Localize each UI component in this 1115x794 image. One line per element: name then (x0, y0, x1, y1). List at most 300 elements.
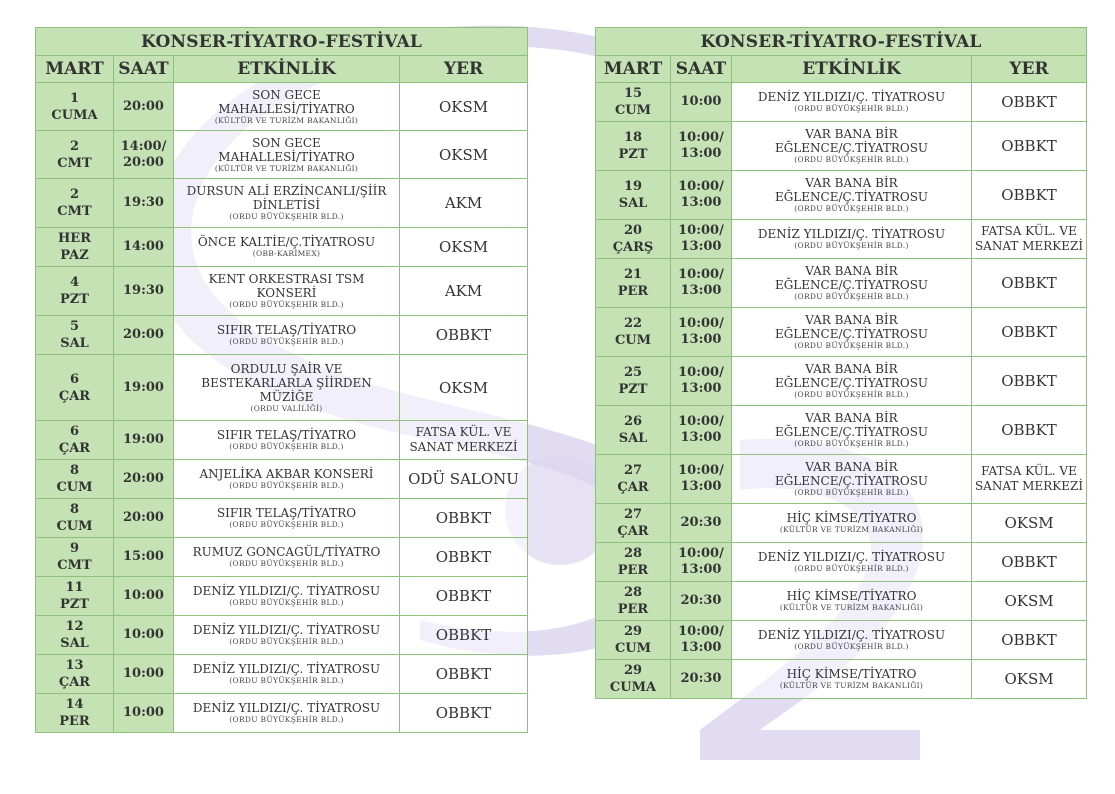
event-cell (732, 582, 972, 621)
date-cell (596, 259, 671, 308)
event-name: DENİZ YILDIZI/Ç. TİYATROSU (757, 227, 946, 241)
venue-cell: OBBKT (400, 538, 528, 577)
date-cell (36, 460, 114, 499)
event-organizer: (ORDU BÜYÜKŞEHİR BLD.) (794, 104, 909, 113)
event-organizer: (ORDU BÜYÜKŞEHİR BLD.) (794, 241, 909, 250)
day-name: SAL (618, 431, 648, 446)
date-cell (596, 308, 671, 357)
date-cell (596, 171, 671, 220)
time-cell (671, 660, 732, 699)
day-number: 20 (623, 223, 643, 238)
table-row (36, 421, 528, 460)
event-cell (174, 655, 400, 694)
table-row (596, 259, 1087, 308)
date-cell (596, 621, 671, 660)
left-schedule-table (35, 27, 528, 733)
time-cell (671, 220, 732, 259)
header-saat: SAAT (671, 56, 732, 83)
time-first: 20:30 (680, 671, 722, 686)
event-cell (174, 267, 400, 316)
day-name: SAL (60, 636, 89, 651)
date-cell (596, 220, 671, 259)
event-organizer: (OBB-KARİMEX) (252, 249, 321, 258)
date-cell (36, 694, 114, 733)
day-name: CMT (57, 155, 92, 171)
event-organizer: (ORDU BÜYÜKŞEHİR BLD.) (229, 442, 344, 451)
day-number: 26 (623, 414, 643, 429)
event-name: VAR BANA BİR EĞLENCE/Ç.TİYATROSU (774, 127, 929, 155)
day-number: 2 (69, 187, 80, 202)
event-name: ÖNCE KALTİE/Ç.TİYATROSU (197, 235, 376, 249)
event-organizer: (KÜLTÜR VE TURİZM BAKANLIĞI) (214, 115, 359, 125)
date-cell (36, 267, 114, 316)
venue-cell: OKSM (972, 582, 1087, 621)
event-organizer: (KÜLTÜR VE TURİZM BAKANLIĞI) (214, 163, 359, 173)
table-row (596, 171, 1087, 220)
table-title: KONSER-TİYATRO-FESTİVAL (36, 28, 528, 56)
event-name: KENT ORKESTRASI TSM KONSERİ (208, 272, 365, 300)
day-number: 12 (65, 619, 84, 634)
day-number: 15 (623, 86, 643, 101)
event-name: SIFIR TELAŞ/TİYATRO (216, 323, 357, 337)
time-first: 10:00 (123, 705, 164, 720)
day-number: 28 (623, 585, 643, 600)
event-cell (174, 616, 400, 655)
date-cell (596, 83, 671, 122)
venue-cell: OBBKT (972, 259, 1087, 308)
time-second: 13:00 (680, 381, 722, 396)
venue-cell: AKM (400, 179, 528, 228)
day-name: PER (617, 284, 649, 299)
venue-cell: OKSM (400, 83, 528, 131)
date-cell (596, 504, 671, 543)
table-row (36, 655, 528, 694)
day-name: CMT (57, 558, 92, 573)
event-name: VAR BANA BİR EĞLENCE/Ç.TİYATROSU (774, 176, 929, 204)
day-number: 5 (69, 319, 80, 334)
header-yer: YER (972, 56, 1087, 83)
event-name: VAR BANA BİR EĞLENCE/Ç.TİYATROSU (774, 264, 929, 292)
event-name: DENİZ YILDIZI/Ç. TİYATROSU (757, 628, 946, 642)
venue-cell: OKSM (972, 504, 1087, 543)
venue-cell: OBBKT (972, 171, 1087, 220)
table-row (596, 83, 1087, 122)
time-first: 10:00/ (678, 267, 724, 282)
day-number: 29 (623, 663, 643, 678)
time-first: 20:00 (123, 510, 164, 525)
event-organizer: (ORDU BÜYÜKŞEHİR BLD.) (794, 439, 909, 448)
event-name: DENİZ YILDIZI/Ç. TİYATROSU (192, 662, 381, 676)
event-name: DENİZ YILDIZI/Ç. TİYATROSU (757, 550, 946, 564)
time-first: 10:00/ (678, 463, 724, 478)
event-cell (174, 421, 400, 460)
header-saat: SAAT (114, 56, 174, 83)
venue-cell: OKSM (400, 355, 528, 421)
time-second: 13:00 (680, 640, 722, 655)
day-number: 27 (623, 507, 643, 522)
day-number: 11 (65, 580, 84, 595)
time-first: 10:00/ (678, 316, 724, 331)
event-organizer: (ORDU BÜYÜKŞEHİR BLD.) (229, 715, 344, 724)
date-cell (36, 228, 114, 267)
event-name: DENİZ YILDIZI/Ç. TİYATROSU (757, 90, 946, 104)
day-name: SAL (60, 336, 89, 351)
time-first: 10:00/ (678, 365, 724, 380)
date-cell (36, 538, 114, 577)
event-name: VAR BANA BİR EĞLENCE/Ç.TİYATROSU (774, 411, 929, 439)
time-cell (114, 316, 174, 355)
time-cell (671, 455, 732, 504)
date-cell (596, 122, 671, 171)
event-cell (732, 621, 972, 660)
time-second: 13:00 (680, 195, 722, 210)
time-second: 13:00 (680, 562, 722, 577)
event-name: SON GECE MAHALLESİ/TİYATRO (218, 135, 355, 164)
time-cell (114, 83, 174, 131)
event-cell (732, 406, 972, 455)
day-number: 8 (69, 502, 80, 517)
table-row (596, 406, 1087, 455)
time-first: 10:00 (680, 94, 722, 109)
date-cell (596, 406, 671, 455)
event-cell (174, 694, 400, 733)
venue-cell: OBBKT (972, 122, 1087, 171)
event-cell (732, 171, 972, 220)
day-name: ÇAR (58, 388, 91, 404)
time-cell (671, 259, 732, 308)
time-first: 14:00 (123, 239, 164, 254)
table-row (36, 577, 528, 616)
time-cell (114, 131, 174, 179)
event-cell (732, 122, 972, 171)
table-row (36, 499, 528, 538)
venue-cell: ODÜ SALONU (400, 460, 528, 499)
event-organizer: (ORDU BÜYÜKŞEHİR BLD.) (229, 212, 344, 221)
table-row (596, 543, 1087, 582)
day-number: 14 (65, 697, 84, 712)
event-organizer: (ORDU BÜYÜKŞEHİR BLD.) (794, 564, 909, 573)
event-cell (174, 83, 400, 131)
event-organizer: (ORDU BÜYÜKŞEHİR BLD.) (229, 300, 344, 309)
event-organizer: (ORDU BÜYÜKŞEHİR BLD.) (794, 204, 909, 213)
time-cell (114, 355, 174, 421)
event-cell (174, 131, 400, 179)
table-row (36, 355, 528, 421)
day-number: 1 (69, 90, 80, 106)
venue-cell: OBBKT (400, 616, 528, 655)
day-name: CUMA (51, 107, 98, 123)
time-cell (114, 577, 174, 616)
event-organizer: (ORDU BÜYÜKŞEHİR BLD.) (794, 292, 909, 301)
table-row (596, 220, 1087, 259)
venue-cell: AKM (400, 267, 528, 316)
date-cell (596, 660, 671, 699)
time-first: 14:00/ (120, 138, 167, 154)
event-cell (174, 499, 400, 538)
time-cell (114, 179, 174, 228)
day-name: PZT (60, 597, 89, 612)
day-name: CUM (56, 480, 93, 495)
event-cell (174, 460, 400, 499)
table-row (36, 267, 528, 316)
day-number: 6 (69, 371, 80, 387)
time-second: 13:00 (680, 430, 722, 445)
time-cell (114, 267, 174, 316)
time-first: 10:00/ (678, 414, 724, 429)
time-cell (671, 357, 732, 406)
time-first: 10:00/ (678, 130, 724, 145)
time-cell (114, 421, 174, 460)
time-cell (114, 499, 174, 538)
event-name: SIFIR TELAŞ/TİYATRO (216, 428, 357, 442)
event-organizer: (ORDU BÜYÜKŞEHİR BLD.) (794, 642, 909, 651)
day-name: CUM (56, 519, 93, 534)
event-cell (174, 228, 400, 267)
event-name: DENİZ YILDIZI/Ç. TİYATROSU (192, 623, 381, 637)
day-name: PAZ (60, 248, 89, 263)
venue-cell: OBBKT (400, 655, 528, 694)
event-organizer: (KÜLTÜR VE TURİZM BAKANLIĞI) (779, 681, 924, 690)
event-organizer: (ORDU BÜYÜKŞEHİR BLD.) (794, 390, 909, 399)
event-organizer: (ORDU BÜYÜKŞEHİR BLD.) (794, 488, 909, 497)
event-cell (174, 179, 400, 228)
date-cell (36, 577, 114, 616)
day-name: ÇAR (617, 480, 649, 495)
date-cell (36, 655, 114, 694)
event-organizer: (KÜLTÜR VE TURİZM BAKANLIĞI) (779, 603, 924, 612)
event-cell (174, 577, 400, 616)
time-first: 10:00 (123, 666, 164, 681)
venue-cell: OBBKT (400, 316, 528, 355)
day-name: PZT (618, 382, 648, 397)
table-row (36, 694, 528, 733)
header-yer: YER (400, 56, 528, 83)
event-cell (732, 660, 972, 699)
date-cell (36, 355, 114, 421)
table-row (596, 621, 1087, 660)
date-cell (36, 179, 114, 228)
date-cell (36, 421, 114, 460)
venue-cell: OBBKT (972, 357, 1087, 406)
time-second: 13:00 (680, 239, 722, 254)
event-organizer: (ORDU BÜYÜKŞEHİR BLD.) (229, 598, 344, 607)
table-row (596, 504, 1087, 543)
day-name: CUM (614, 333, 652, 348)
event-cell (174, 538, 400, 577)
header-etkinlik: ETKİNLİK (732, 56, 972, 83)
time-cell (671, 504, 732, 543)
event-cell (732, 220, 972, 259)
time-cell (114, 655, 174, 694)
venue-cell: OBBKT (400, 577, 528, 616)
day-number: 6 (69, 424, 80, 439)
time-first: 20:30 (680, 515, 722, 530)
day-number: HER (58, 231, 91, 246)
table-row (36, 228, 528, 267)
event-cell (174, 316, 400, 355)
day-number: 4 (69, 275, 80, 290)
table-row (36, 538, 528, 577)
date-cell (36, 499, 114, 538)
table-title: KONSER-TİYATRO-FESTİVAL (596, 28, 1087, 56)
time-cell (671, 621, 732, 660)
event-name: SIFIR TELAŞ/TİYATRO (216, 506, 357, 520)
event-cell (732, 308, 972, 357)
venue-cell: FATSA KÜL. VE SANAT MERKEZİ (400, 421, 528, 460)
event-organizer: (ORDU BÜYÜKŞEHİR BLD.) (794, 341, 909, 350)
event-organizer: (ORDU BÜYÜKŞEHİR BLD.) (229, 676, 344, 685)
venue-cell: OKSM (400, 131, 528, 179)
day-number: 9 (69, 541, 80, 556)
event-organizer: (ORDU BÜYÜKŞEHİR BLD.) (229, 481, 344, 490)
table-row (36, 460, 528, 499)
venue-cell: OBBKT (972, 83, 1087, 122)
event-name: DENİZ YILDIZI/Ç. TİYATROSU (192, 701, 381, 715)
time-second: 13:00 (680, 479, 722, 494)
day-number: 19 (623, 179, 643, 194)
day-number: 13 (65, 658, 84, 673)
day-name: PER (59, 714, 90, 729)
event-cell (732, 259, 972, 308)
time-first: 10:00 (123, 588, 164, 603)
time-cell (114, 694, 174, 733)
time-first: 20:00 (123, 471, 164, 486)
header-mart: MART (596, 56, 671, 83)
time-cell (671, 543, 732, 582)
date-cell (36, 83, 114, 131)
event-name: VAR BANA BİR EĞLENCE/Ç.TİYATROSU (774, 362, 929, 390)
table-row (596, 660, 1087, 699)
time-first: 10:00/ (678, 179, 724, 194)
day-number: 29 (623, 624, 643, 639)
day-name: PER (617, 602, 649, 617)
time-first: 10:00 (123, 627, 164, 642)
date-cell (596, 357, 671, 406)
venue-cell: FATSA KÜL. VE SANAT MERKEZİ (972, 220, 1087, 259)
table-row (596, 122, 1087, 171)
day-number: 22 (623, 316, 643, 331)
time-cell (671, 83, 732, 122)
time-second: 13:00 (680, 146, 722, 161)
time-first: 19:30 (123, 283, 164, 298)
table-row (36, 179, 528, 228)
day-name: CUMA (609, 680, 657, 695)
event-cell (174, 355, 400, 421)
time-first: 10:00/ (678, 223, 724, 238)
venue-cell: FATSA KÜL. VE SANAT MERKEZİ (972, 455, 1087, 504)
venue-cell: OKSM (972, 660, 1087, 699)
time-cell (114, 460, 174, 499)
time-second: 13:00 (680, 283, 722, 298)
day-number: 28 (623, 546, 643, 561)
table-row (596, 357, 1087, 406)
venue-cell: OBBKT (400, 499, 528, 538)
time-second: 20:00 (123, 154, 164, 170)
event-cell (732, 83, 972, 122)
venue-cell: OBBKT (972, 406, 1087, 455)
table-row (596, 308, 1087, 357)
event-organizer: (ORDU BÜYÜKŞEHİR BLD.) (229, 337, 344, 346)
time-first: 20:00 (123, 327, 164, 342)
time-first: 10:00/ (678, 546, 724, 561)
time-cell (671, 171, 732, 220)
event-cell (732, 504, 972, 543)
event-cell (732, 357, 972, 406)
day-name: PER (617, 563, 649, 578)
event-name: DURSUN ALİ ERZİNCANLI/ŞİİR DİNLETİSİ (186, 184, 387, 212)
time-first: 19:00 (123, 432, 164, 447)
day-name: CUM (614, 103, 652, 118)
time-cell (671, 406, 732, 455)
event-organizer: (ORDU BÜYÜKŞEHİR BLD.) (794, 155, 909, 164)
event-name: HİÇ KİMSE/TİYATRO (786, 511, 917, 525)
right-schedule-table (595, 27, 1087, 699)
day-name: SAL (618, 196, 648, 211)
date-cell (596, 455, 671, 504)
time-cell (114, 538, 174, 577)
table-row (596, 455, 1087, 504)
event-name: ANJELİKA AKBAR KONSERİ (199, 467, 374, 481)
time-second: 13:00 (680, 332, 722, 347)
event-cell (732, 543, 972, 582)
day-name: PZT (60, 292, 89, 307)
time-first: 15:00 (123, 549, 164, 564)
event-name: ORDULU ŞAİR VE BESTEKARLARLA ŞİİRDEN MÜZİĞE (201, 361, 372, 404)
time-cell (114, 616, 174, 655)
day-number: 18 (623, 130, 643, 145)
date-cell (596, 582, 671, 621)
time-first: 20:30 (680, 593, 722, 608)
table-row (36, 83, 528, 131)
date-cell (36, 316, 114, 355)
date-cell (36, 131, 114, 179)
time-first: 20:00 (123, 98, 164, 114)
day-name: ÇAR (58, 675, 91, 690)
event-organizer: (ORDU BÜYÜKŞEHİR BLD.) (229, 637, 344, 646)
event-name: DENİZ YILDIZI/Ç. TİYATROSU (192, 584, 381, 598)
time-cell (671, 308, 732, 357)
event-organizer: (ORDU BÜYÜKŞEHİR BLD.) (229, 559, 344, 568)
table-row (36, 616, 528, 655)
day-name: ÇAR (58, 441, 91, 456)
day-number: 8 (69, 463, 80, 478)
time-first: 19:30 (123, 195, 164, 210)
time-first: 19:00 (123, 379, 164, 395)
day-number: 2 (69, 138, 80, 154)
day-number: 27 (623, 463, 643, 478)
event-organizer: (ORDU VALİLİĞİ) (250, 403, 323, 413)
time-cell (114, 228, 174, 267)
time-first: 10:00/ (678, 624, 724, 639)
venue-cell: OKSM (400, 228, 528, 267)
event-cell (732, 455, 972, 504)
day-name: CMT (57, 204, 92, 219)
day-number: 25 (623, 365, 643, 380)
event-name: HİÇ KİMSE/TİYATRO (786, 667, 917, 681)
table-row (36, 131, 528, 179)
event-name: VAR BANA BİR EĞLENCE/Ç.TİYATROSU (774, 313, 929, 341)
date-cell (36, 616, 114, 655)
header-etkinlik: ETKİNLİK (174, 56, 400, 83)
event-organizer: (KÜLTÜR VE TURİZM BAKANLIĞI) (779, 525, 924, 534)
date-cell (596, 543, 671, 582)
day-name: ÇARŞ (612, 240, 654, 255)
table-row (596, 582, 1087, 621)
time-cell (671, 582, 732, 621)
header-mart: MART (36, 56, 114, 83)
event-name: VAR BANA BİR EĞLENCE/Ç.TİYATROSU (774, 460, 929, 488)
venue-cell: OBBKT (400, 694, 528, 733)
